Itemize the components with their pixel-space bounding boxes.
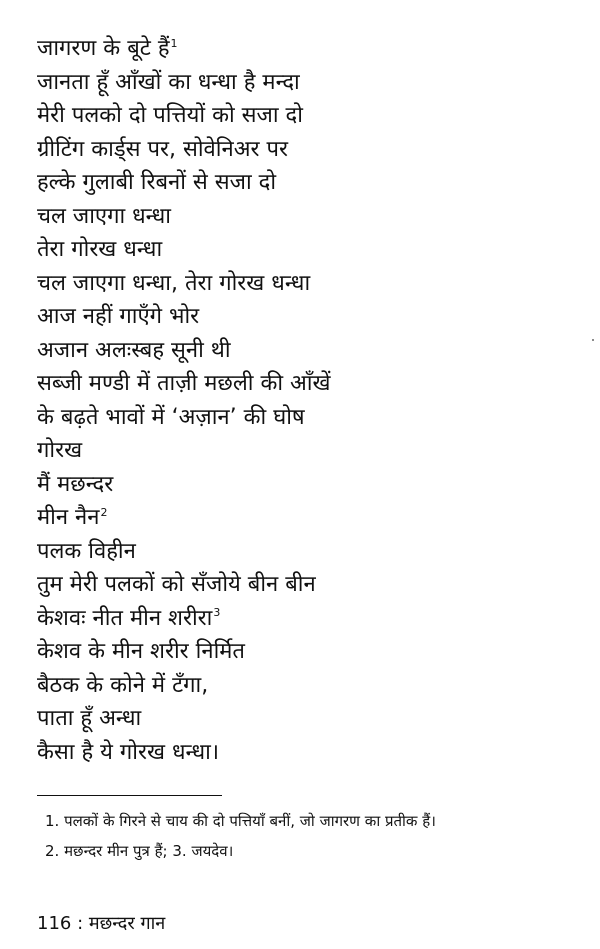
- poem-line: बैठक के कोने में टँगा,: [37, 672, 209, 698]
- poem-line: के बढ़ते भावों में ‘अज़ान’ की घोष: [37, 404, 305, 430]
- poem-line: पलक विहीन: [37, 538, 136, 564]
- poem-line: अजान अलःस्बह सूनी थी: [37, 337, 231, 363]
- poem-line-text: जागरण के बूटे हैं: [37, 36, 170, 61]
- poem-line: [37, 32, 577, 66]
- poem-line: केशव के मीन शरीर निर्मित: [37, 639, 245, 664]
- page-footer: 116 : मछन्दर गान: [37, 913, 166, 934]
- footnote: 1. पलकों के गिरने से चाय की दो पत्तियाँ बनीं, जो जागरण का प्रतीक हैं।: [45, 812, 436, 830]
- footnote: 2. मछन्दर मीन पुत्र हैं; 3. जयदेव।: [45, 842, 234, 860]
- poem-line: मेरी पलको दो पत्तियों को सजा दो: [37, 103, 303, 128]
- footnote-marker: 1: [170, 36, 178, 50]
- poem-body: [37, 32, 577, 769]
- poem-line-text: मीन नैन: [37, 505, 100, 530]
- poem-line: गोरख: [37, 438, 83, 463]
- poem-line: जानता हूँ आँखों का धन्धा है मन्दा: [37, 69, 300, 95]
- poem-line: [37, 602, 577, 636]
- poem-line: तेरा गोरख धन्धा: [37, 237, 163, 262]
- poem-line: तुम मेरी पलकों को सँजोये बीन बीन: [37, 572, 316, 597]
- footnote-marker: 2: [100, 505, 108, 519]
- poem-line: कैसा है ये गोरख धन्धा।: [37, 739, 220, 765]
- poem-line: चल जाएगा धन्धा, तेरा गोरख धन्धा: [37, 270, 311, 296]
- poem-line: चल जाएगा धन्धा: [37, 203, 171, 229]
- poem-line: मैं मछन्दर: [37, 471, 114, 497]
- footnote-marker: 3: [213, 606, 221, 620]
- poem-line-text: केशवः नीत मीन शरीरा: [37, 605, 213, 631]
- scan-speck: [592, 339, 594, 341]
- poem-line: पाता हूँ अन्धा: [37, 706, 142, 731]
- poem-line: ग्रीटिंग कार्ड्स पर, सोवेनिअर पर: [37, 136, 288, 162]
- poem-line: हल्के गुलाबी रिबनों से सजा दो: [37, 170, 277, 195]
- poem-line: आज नहीं गाएँगे भोर: [37, 304, 200, 329]
- poem-line: सब्जी मण्डी में ताज़ी मछली की आँखें: [37, 371, 331, 396]
- footnotes: [45, 806, 590, 866]
- poem-line: [37, 501, 577, 535]
- footnote-divider: [37, 795, 222, 796]
